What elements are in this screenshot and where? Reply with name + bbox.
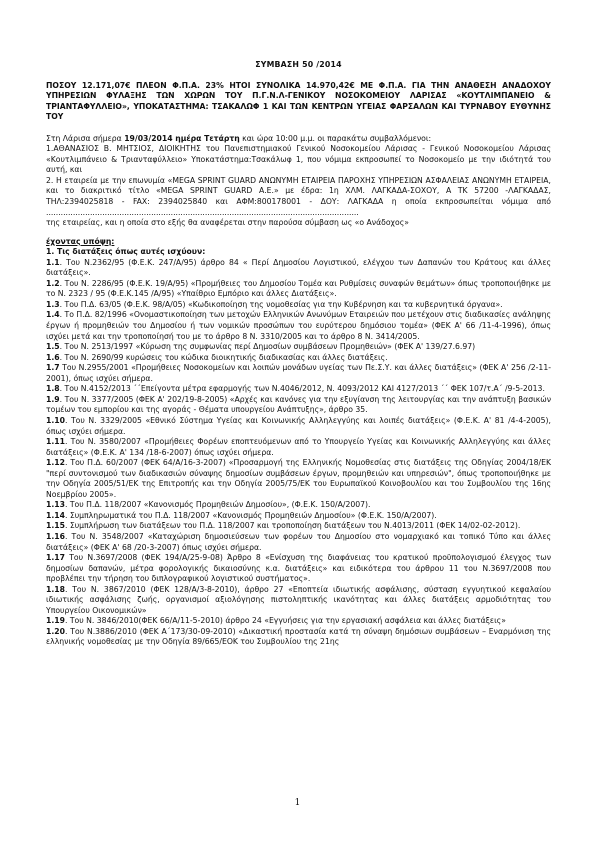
clause-item [46, 395, 551, 416]
clause-item [46, 585, 551, 617]
clause-item [46, 500, 551, 511]
clause-number: 1.11 [46, 437, 65, 447]
clause-number: 1.20 [46, 626, 65, 636]
clause-text: . Το Π.Δ. 82/1996 «Ονομαστικοποίηση των μετοχών Ελληνικών Ανωνύμων Εταιρειών που μετέχουν στις διαδικασίες ανάληψης έργων ή προμηθειών του Δημοσίου ή των νομικών προσώπων του ευρύτερου δημόσιου τομέα» (ΦΕΚ Α' 66 /11-4-1996), όπως ισχύει μετά και την τροποποίησή του με το άρθρο 8 Ν. 3310/2005 και το άρθρο 8 Ν. 3414/2005. [46, 310, 551, 341]
clause-item [46, 616, 551, 627]
clause-text: . Του Ν. 2513/1997 «Κύρωση της συμφωνίας περί Δημοσίων συμβάσεων Προμηθειών» (ΦΕΚ Α' 139/27.6.97) [59, 342, 476, 352]
clause-text: Του Ν.2955/2001 «Προμήθειες Νοσοκομείων και λοιπών μονάδων υγείας των Πε.Σ.Υ. και άλλες διατάξεις» (ΦΕΚ Α' 256 /2-11-2001), όπως ισχύει σήμερα. [46, 363, 551, 383]
clause-text: . Του Π.Δ. 118/2007 «Κανονισμός Προμηθειών Δημοσίου», (Φ.Ε.Κ. 150/Α/2007). [64, 500, 371, 510]
clause-number: 1.12 [46, 458, 65, 468]
clause-text: . Του Ν. 3329/2005 «Εθνικό Σύστημα Υγείας και Κοινωνικής Αλληλεγγύης και λοιπές διατάξεις» (Φ.Ε.Κ. Α' 81 /4-4-2005), όπως ισχύει σήμερα. [46, 415, 551, 436]
clause-text: Του Ν.3697/2008 (ΦΕΚ 194/Α/25-9-08) Άρθρο 8 «Ενίσχυση της διαφάνειας του κρατικού προϋπολογισμού έλεγχος των δημοσίων δαπανών, μέτρα φορολογικής δικαιοσύνης κ.α. διατάξεις» και ειδικότερα του άρθρου 11 του Ν.3697/2008 που προβλέπει την τήρηση του διπλογραφικού λογιστικού συστήματος». [46, 553, 551, 584]
subsection-heading: 1. Τις διατάξεις όπως αυτές ισχύουν: [46, 247, 206, 257]
clause-item [46, 458, 551, 500]
clause-number: 1.4 [46, 310, 60, 320]
clause-text: . Του Ν. 3548/2007 «Καταχώριση δημοσιεύσεων των φορέων του Δημοσίου στο νομαρχιακό και τοπικό Τύπο και άλλες διατάξεις» (ΦΕΚ Α' 68 /20-3-2007) όπως ισχύει σήμερα. [46, 531, 551, 552]
clause-text: . Του Ν. 2286/95 (Φ.Ε.Κ. 19/Α/95) «Προμήθειες του Δημοσίου Τομέα και Ρυθμίσεις συναφών θεμάτων» όπως τροποποιήθηκε με το Ν. 2323 / 95 (Φ.Ε.Κ.145 /Α/95) «Υπαίθριο Εμπόριο και άλλες Διατάξεις». [46, 278, 551, 299]
clause-item [46, 416, 551, 437]
clause-text: . Του Ν. 3867/2010 (ΦΕΚ 128/Α/3-8-2010), άρθρο 27 «Εποπτεία ιδιωτικής ασφάλισης, σύσταση εγγυητικού κεφαλαίου ιδιωτικής ασφάλισης ζωής, οργανισμοί αξιολόγησης πιστοληπτικής ικανότητας και άλλες διατάξεις αρμοδιότητας του Υπουργείου Οικονομικών» [46, 584, 551, 615]
party-2-paragraph: 2. Η εταιρεία με την επωνυμία «MEGA SPRINT GUARD ΑΝΩΝΥΜΗ ΕΤΑΙΡΕΙΑ ΠΑΡΟΧΗΣ ΥΠΗΡΕΣΙΩΝ ΑΣΦΑΛΕΙΑΣ ΑΝΩΝΥΜΗ ΕΤΑΙΡΕΙΑ, και το διακριτικό τίτλο «MEGA SPRINT GUARD Α.Ε.» με έδρα: 1η ΧΛΜ. ΛΑΓΚΑΔΑ-ΣΟΧΟΥ, Α ΤΚ 57200 -ΛΑΓΚΑΔΑΣ, ΤΗΛ:2394025818 - FAX: 2394025840 και ΑΦΜ:800178001 - ΔΟΥ: ΛΑΓΚΑΔΑ η οποία εκπροσωπείται νόμιμα από ................................................................................................................................ [46, 175, 551, 217]
clause-text: . Συμπλήρωση των διατάξεων του Π.Δ. 118/2007 και τροποποίηση διατάξεων του Ν.4013/2011 (ΦΕΚ 14/02-02-2012). [64, 521, 521, 531]
clause-item [46, 384, 551, 395]
document-page [46, 60, 551, 648]
clause-text: . Του Π.Δ. 63/05 (Φ.Ε.Κ. 98/Α/05) «Κωδικοποίηση της νομοθεσίας για την Κυβέρνηση και τα κυβερνητικά όργανα». [59, 299, 503, 309]
clause-item [46, 521, 551, 532]
page-number: 1 [294, 798, 301, 808]
clause-item [46, 532, 551, 553]
clause-number: 1.19 [46, 616, 65, 626]
clause-item [46, 437, 551, 458]
contract-subject: ΠΟΣΟΥ 12.171,07€ ΠΛΕΟΝ Φ.Π.Α. 23% ΗΤΟΙ ΣΥΝΟΛΙΚΑ 14.970,42€ ΜΕ Φ.Π.Α. ΓΙΑ ΤΗΝ ΑΝΑΘΕΣΗ ΑΝΑΔΟΧΟΥ ΥΠΗΡΕΣΙΩΝ ΦΥΛΑΞΗΣ ΤΩΝ ΧΩΡΩΝ ΤΟΥ Π.Γ.Ν.Λ-ΓΕΝΙΚΟΥ ΝΟΣΟΚΟΜΕΙΟΥ ΛΑΡΙΣΑΣ «ΚΟΥΤΛΙΜΠΑΝΕΙΟ & ΤΡΙΑΝΤΑΦΥΛΛΕΙΟ», ΥΠΟΚΑΤΑΣΤΗΜΑ: ΤΣΑΚΑΛΩΦ 1 ΚΑΙ ΤΩΝ ΚΕΝΤΡΩΝ ΥΓΕΙΑΣ ΦΑΡΣΑΛΩΝ ΚΑΙ ΤΥΡΝΑΒΟΥ ΕΥΘΥΝΗΣ ΤΟΥ [46, 80, 551, 122]
clause-item [46, 279, 551, 300]
clause-number: 1.15 [46, 521, 65, 531]
clause-text: . Συμπληρωματικά του Π.Δ. 118/2007 «Κανονισμός Προμηθειών Δημοσίου» (Φ.Ε.Κ. 150/Α/2007). [64, 510, 437, 520]
clause-number: 1.8 [46, 384, 60, 394]
clause-number: 1.14 [46, 510, 65, 520]
clause-text: . Του Ν.2362/95 (Φ.Ε.Κ. 247/Α/95) άρθρο 84 « Περί Δημοσίου Λογιστικού, ελέγχου των Δαπανών του Κράτους και άλλες διατάξεις». [46, 257, 551, 278]
clause-number: 1.6 [46, 352, 60, 362]
clause-text: . Του Ν.4152/2013 ΄΄Επείγοντα μέτρα εφαρμογής των Ν.4046/2012, Ν. 4093/2012 ΚΑΙ 4127/2013 ΄΄ ΦΕΚ 107/τ.Α΄ /9-5-2013. [59, 384, 545, 394]
party-2-tail: της εταιρείας, και η οποία στο εξής θα αναφέρεται στην παρούσα σύμβαση ως «ο Ανάδοχος» [46, 218, 409, 228]
clause-list [46, 258, 551, 648]
party-1-paragraph: 1.ΑΘΑΝΑΣΙΟΣ Β. ΜΗΤΣΙΟΣ, ΔΙΟΙΚΗΤΗΣ του Πανεπιστημιακού Γενικού Νοσοκομείου Λάρισας - Γενικού Νοσοκομείου Λάρισας «Κουτλιμπάνειο & Τριανταφύλλειο» Υποκατάστημα:Τσακάλωφ 1, που νόμιμα εκπροσωπεί το Νοσοκομείο με την ιδιότητά του αυτή, και [46, 144, 551, 175]
clause-number: 1.7 [46, 363, 60, 373]
clause-item [46, 627, 551, 648]
clause-text: . Του Π.Δ. 60/2007 (ΦΕΚ 64/Α/16-3-2007) «Προσαρμογή της Ελληνικής Νομοθεσίας στις διατάξεις της Οδηγίας 2004/18/ΕΚ "περί συντονισμού των διαδικασιών σύναψης δημοσίων συμβάσεων έργων, προμηθειών και υπηρεσιών", όπως τροποποιήθηκε με την Οδηγία 2005/51/ΕΚ της Επιτροπής και την Οδηγία 2005/75/ΕΚ του Ευρωπαϊκού Κοινοβουλίου και του Συμβουλίου της 16ης Νοεμβρίου 2005». [46, 458, 551, 499]
clause-number: 1.9 [46, 394, 60, 404]
clause-item [46, 553, 551, 585]
clause-text: . Του Ν. 3846/2010(ΦΕΚ 66/Α/11-5-2010) άρθρο 24 «Εγγυήσεις για την εργασιακή ασφάλεια και άλλες διατάξεις» [64, 616, 506, 626]
clause-number: 1.16 [46, 531, 65, 541]
intro-date: 19/03/2014 ημέρα Τετάρτη [124, 133, 240, 143]
clause-item [46, 511, 551, 522]
clause-text: . Του Ν. 3580/2007 «Προμήθειες Φορέων εποπτευόμενων από το Υπουργείο Υγείας και Κοινωνικής Αλληλεγγύης και άλλες διατάξεις» (Φ.Ε.Κ. Α' 134 /18-6-2007) όπως ισχύει σήμερα. [46, 437, 551, 457]
clause-item [46, 310, 551, 342]
clause-item [46, 342, 551, 353]
clause-number: 1.1 [46, 257, 60, 267]
document-title: ΣΥΜΒΑΣΗ 50 /2014 [255, 60, 342, 69]
clause-number: 1.2 [46, 278, 60, 288]
clause-text: . Του Ν. 3377/2005 (ΦΕΚ Α' 202/19-8-2005) «Αρχές και κανόνες για την εξυγίανση της λειτουργίας και την ανάπτυξη βασικών τομέων του εμπορίου και της αγοράς - Θέματα υπουργείου Ανάπτυξης», άρθρο 35. [46, 394, 551, 415]
clause-number: 1.17 [46, 553, 65, 563]
clause-item [46, 300, 551, 311]
section-heading: έχοντας υπόψη: [46, 236, 115, 246]
intro-text-pre: Στη Λάρισα σήμερα [46, 133, 125, 143]
intro-paragraph [46, 134, 551, 145]
clause-number: 1.13 [46, 500, 65, 510]
clause-number: 1.3 [46, 299, 60, 309]
clause-number: 1.5 [46, 342, 60, 352]
clause-text: . Του Ν.3886/2010 (ΦΕΚ Α΄173/30-09-2010) «Δικαστική προστασία κατά τη σύναψη δημόσιων συμβάσεων – Εναρμόνιση της ελληνικής νομοθεσίας με την Οδηγία 89/665/ΕΟΚ του Συμβουλίου της 21ης [46, 626, 551, 647]
clause-item [46, 258, 551, 279]
clause-number: 1.10 [46, 415, 65, 425]
clause-number: 1.18 [46, 584, 65, 594]
clause-item [46, 363, 551, 384]
clause-item [46, 353, 551, 364]
intro-text-post: και ώρα 10:00 μ.μ. οι παρακάτω συμβαλλόμενοι: [239, 133, 432, 143]
clause-text: . Του Ν. 2690/99 κυρώσεις του κώδικα διοικητικής διαδικασίας και άλλες διατάξεις. [59, 352, 388, 362]
